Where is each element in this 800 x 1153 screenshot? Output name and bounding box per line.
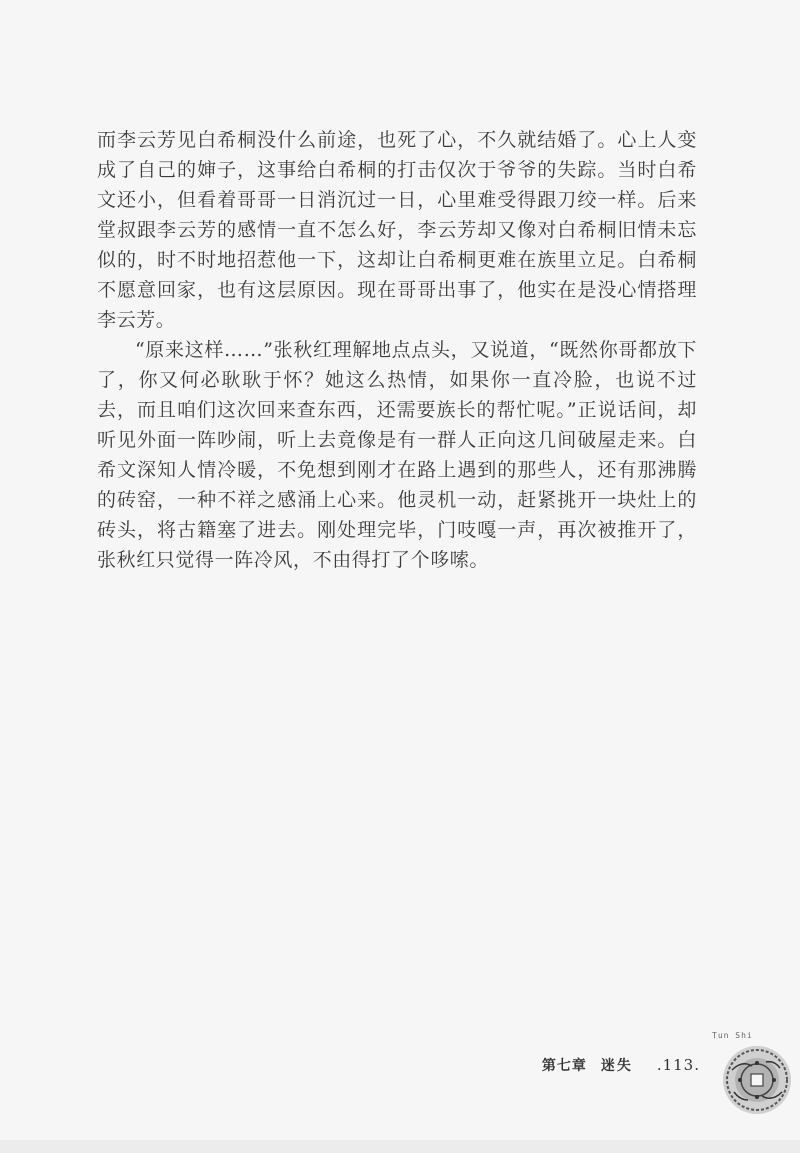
page-footer [542, 1055, 700, 1075]
page-bottom-edge [0, 1140, 800, 1153]
chapter-label: 第七章 [541, 1058, 587, 1074]
body-text [97, 125, 697, 575]
paragraph-2: “原来这样……”张秋红理解地点点头，又说道，“既然你哥都放下了，你又何必耿耿于怀？她这么热情，如果你一直冷脸，也说不过去，而且咱们这次回来查东西，还需要族长的帮忙呢。”正说话间，却听见外面一阵吵闹，听上去竟像是有一群人正向这几间破屋走来。白希文深知人情冷暖，不免想到刚才在路上遇到的那些人，还有那沸腾的砖窑，一种不祥之感涌上心来。他灵机一动，赶紧挑开一块灶上的砖头，将古籍塞了进去。刚处理完毕，门吱嘎一声，再次被推开了，张秋红只觉得一阵冷风，不由得打了个哆嗦。 [97, 339, 697, 571]
bronze-coin-seal-icon [712, 1030, 800, 1120]
chapter-title: 迷失 [600, 1058, 633, 1074]
page-number: .113. [656, 1056, 700, 1074]
emblem-text: Tun Shi [712, 1031, 753, 1040]
paragraph-1: 而李云芳见白希桐没什么前途，也死了心，不久就结婚了。心上人变成了自己的婶子，这事给白希桐的打击仅次于爷爷的失踪。当时白希文还小，但看着哥哥一日消沉过一日，心里难受得跟刀绞一样。后来堂叔跟李云芳的感情一直不怎么好，李云芳却又像对白希桐旧情未忘似的，时不时地招惹他一下，这却让白希桐更难在族里立足。白希桐不愿意回家，也有这层原因。现在哥哥出事了，他实在是没心情搭理李云芳。 [97, 129, 697, 331]
